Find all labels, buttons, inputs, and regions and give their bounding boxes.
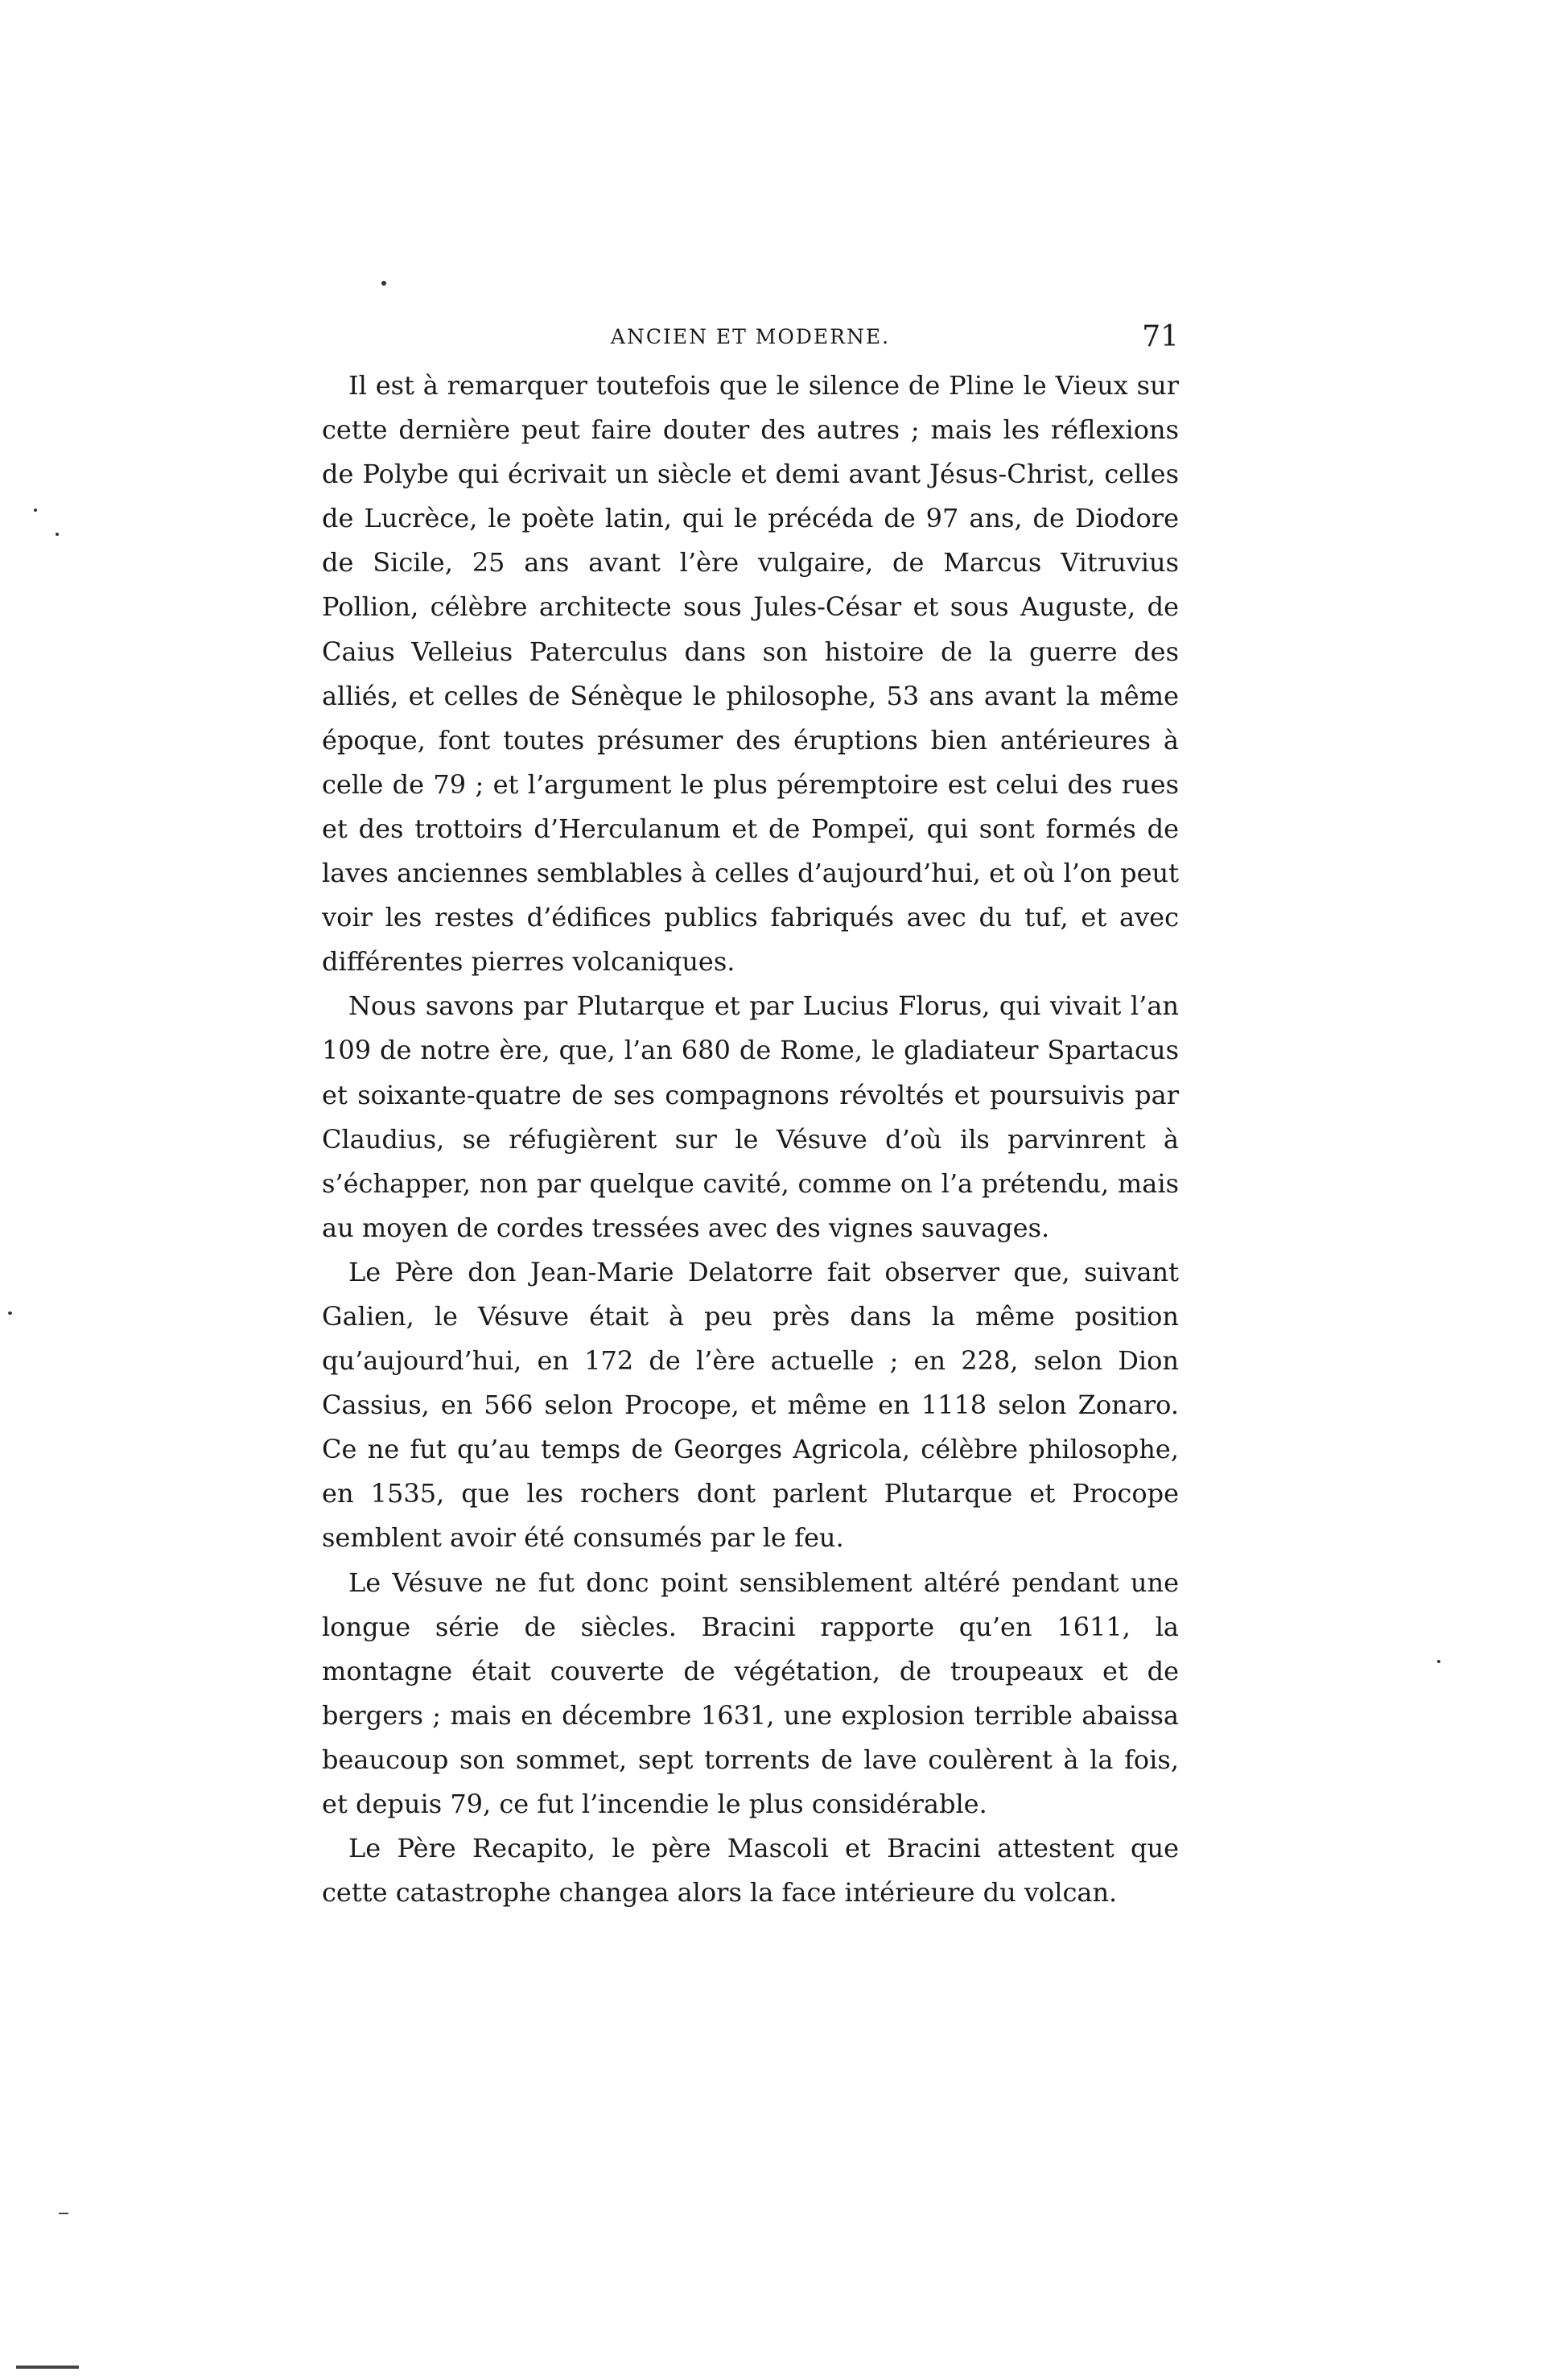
paragraph: Il est à remarquer toutefois que le silence de Pline le Vieux sur cette dernière peut faire douter des autres ; mais les réflexions de Polybe qui écrivait un siècle et demi avant Jésus-Christ, celles de Lucrèce, le poète latin, qui le précéda de 97 ans, de Diodore de Sicile, 25 ans avant l’ère vulgaire, de Marcus Vitruvius Pollion, célèbre architecte sous Jules-César et sous Auguste, de Caius Velleius Paterculus dans son histoire de la guerre des alliés, et celles de Sénèque le philosophe, 53 ans avant la même époque, font toutes présumer des éruptions bien antérieures à celle de 79 ; et l’argument le plus péremptoire est celui des rues et des trottoirs d’Herculanum et de Pompeï, qui sont formés de laves anciennes semblables à celles d’aujourd’hui, et où l’on peut voir les restes d’édifices publics fabriqués avec du tuf, et avec différentes pierres volcaniques. — [322, 370, 1179, 978]
scan-speck — [34, 509, 37, 512]
paragraph: Nous savons par Plutarque et par Lucius Florus, qui vivait l’an 109 de notre ère, que, l’an 680 de Rome, le gladiateur Spartacus et soixante-quatre de ses compagnons révoltés et poursuivis par Claudius, se réfugièrent sur le Vésuve d’où ils parvinrent à s’échapper, non par quelque cavité, comme on l’a prétendu, mais au moyen de cordes tressées avec des vignes sauvages. — [322, 990, 1179, 1243]
page-number: 71 — [1142, 320, 1179, 353]
body-text — [322, 364, 1179, 1915]
scan-speck — [56, 533, 59, 536]
scan-mark — [59, 2213, 68, 2214]
paragraph: Le Père Recapito, le père Mascoli et Bracini attestent que cette catastrophe changea alors la face intérieure du volcan. — [322, 1833, 1179, 1909]
scan-speck — [381, 281, 386, 286]
scan-speck — [8, 1311, 12, 1315]
page-header — [322, 320, 1179, 360]
running-title: ANCIEN ET MODERNE. — [610, 325, 891, 348]
scan-mark — [16, 2366, 79, 2369]
paragraph: Le Vésuve ne fut donc point sensiblement altéré pendant une longue série de siècles. Bracini rapporte qu’en 1611, la montagne était couverte de végétation, de troupeaux et de bergers ; mais en décembre 1631, une explosion terrible abaissa beaucoup son sommet, sept torrents de lave coulèrent à la fois, et depuis 79, ce fut l’incendie le plus considérable. — [322, 1567, 1179, 1819]
paragraph: Le Père don Jean-Marie Delatorre fait observer que, suivant Galien, le Vésuve était à peu près dans la même position qu’aujourd’hui, en 172 de l’ère actuelle ; en 228, selon Dion Cassius, en 566 selon Procope, et même en 1118 selon Zonaro. Ce ne fut qu’au temps de Georges Agricola, célèbre philosophe, en 1535, que les rochers dont parlent Plutarque et Procope semblent avoir été consumés par le feu. — [322, 1256, 1179, 1554]
scan-speck — [1437, 1660, 1440, 1663]
